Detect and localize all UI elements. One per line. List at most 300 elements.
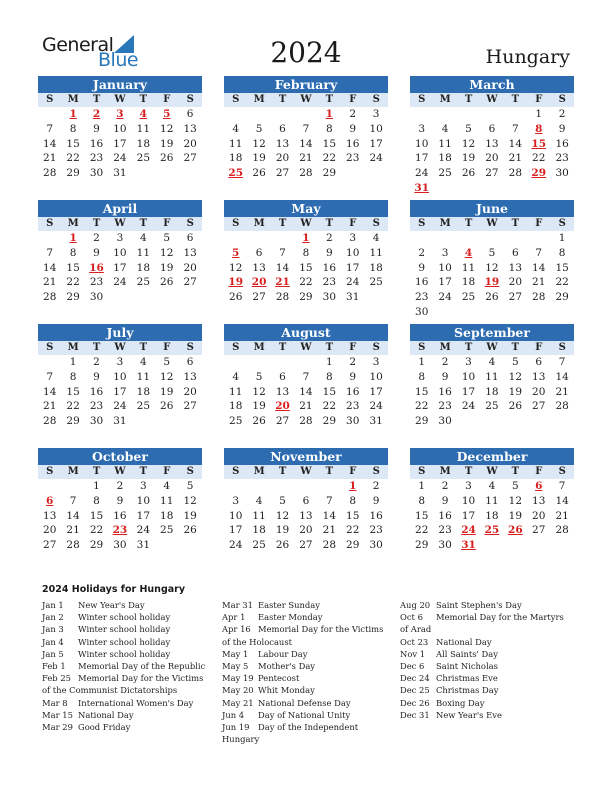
day-cell: 19	[508, 385, 523, 398]
empty-cell	[480, 231, 503, 246]
day-cell: 12	[508, 494, 523, 507]
holiday-entry	[222, 721, 394, 745]
holiday-day-cell: 4	[464, 246, 473, 259]
holiday-day-cell: 31	[414, 181, 430, 194]
day-cell: 15	[555, 261, 569, 274]
day-cell: 15	[322, 385, 337, 398]
day-cell: 11	[160, 494, 174, 507]
day-cell: 8	[349, 494, 357, 507]
day-cell: 30	[438, 539, 452, 552]
day-cell: 3	[372, 356, 380, 368]
holiday-date: Dec 26	[400, 697, 430, 708]
day-cell: 6	[488, 122, 496, 135]
weekday-row	[38, 341, 202, 355]
day-cell: 16	[438, 385, 452, 398]
day-cell: 4	[372, 232, 380, 244]
day-grid	[38, 479, 202, 553]
day-cell: 13	[532, 494, 546, 507]
holiday-day-cell: 1	[325, 108, 333, 120]
day-cell: 13	[508, 261, 523, 274]
day-grid	[38, 231, 202, 305]
day-cell: 31	[136, 539, 151, 552]
logo-text-general: General	[42, 34, 114, 56]
month-july	[38, 324, 202, 429]
day-cell: 14	[555, 494, 569, 507]
day-cell: 31	[113, 167, 127, 180]
day-cell: 7	[279, 246, 286, 259]
day-cell: 25	[136, 276, 151, 289]
holiday-name: Easter Sunday	[258, 600, 321, 610]
day-cell: 9	[349, 370, 357, 383]
holiday-day-cell: 25	[484, 524, 500, 537]
day-cell: 8	[69, 122, 77, 135]
weekday-label: M	[253, 342, 265, 353]
holiday-name: Memorial Day of the Republic	[78, 661, 206, 672]
holiday-day-cell: 19	[484, 276, 500, 289]
weekday-label: T	[92, 94, 101, 105]
day-cell: 10	[369, 122, 383, 135]
holiday-entry	[42, 636, 214, 648]
day-cell: 25	[160, 524, 174, 537]
weekday-label: S	[418, 342, 426, 353]
day-cell: 3	[465, 480, 472, 492]
day-cell: 27	[183, 152, 197, 165]
empty-cell	[247, 231, 270, 246]
day-cell: 23	[322, 276, 337, 289]
day-cell: 1	[558, 232, 566, 244]
holiday-name: Christmas Day	[436, 685, 499, 696]
holiday-date: Mar 8	[42, 697, 68, 708]
holiday-column	[42, 599, 214, 733]
weekday-row	[38, 217, 202, 231]
holiday-day-cell: 31	[461, 539, 476, 552]
month-august	[224, 324, 388, 429]
weekday-label: W	[300, 218, 312, 229]
day-cell: 22	[555, 276, 569, 289]
day-cell: 10	[136, 494, 151, 507]
logo-text-blue: Blue	[98, 49, 139, 71]
holiday-name: Winter school holiday	[78, 648, 171, 659]
day-cell: 14	[43, 261, 57, 274]
day-cell: 5	[163, 232, 171, 244]
day-cell: 28	[555, 524, 569, 537]
holiday-name: International Women's Day	[78, 697, 194, 708]
day-cell: 18	[136, 385, 151, 398]
day-cell: 6	[535, 356, 543, 368]
weekday-row	[410, 217, 574, 231]
day-grid	[224, 479, 388, 553]
weekday-label: S	[372, 342, 380, 353]
holiday-name: Boxing Day	[436, 697, 485, 708]
day-cell: 9	[349, 122, 357, 135]
holiday-date: Jun 4	[222, 709, 245, 720]
weekday-label: T	[139, 466, 148, 477]
weekday-label: T	[139, 94, 148, 105]
day-cell: 6	[255, 246, 263, 259]
holiday-date: Jan 4	[42, 636, 64, 647]
day-cell: 26	[252, 167, 266, 180]
day-cell: 4	[232, 122, 240, 135]
holiday-day-cell: 5	[232, 246, 240, 259]
day-cell: 10	[113, 246, 127, 259]
day-cell: 27	[299, 539, 313, 552]
day-cell: 20	[532, 509, 546, 522]
empty-cell	[271, 107, 294, 122]
weekday-label: T	[139, 342, 148, 353]
day-cell: 10	[346, 246, 360, 259]
day-cell: 12	[252, 137, 266, 150]
day-cell: 4	[139, 232, 147, 244]
empty-cell	[410, 231, 433, 246]
day-cell: 23	[438, 400, 452, 413]
weekday-label: F	[349, 94, 357, 105]
weekday-label: S	[372, 94, 380, 105]
day-cell: 2	[418, 246, 426, 259]
holiday-name: National Day	[78, 709, 134, 720]
weekday-label: S	[418, 218, 426, 229]
day-cell: 28	[508, 167, 523, 180]
day-cell: 30	[89, 415, 104, 428]
day-cell: 1	[418, 480, 426, 492]
day-cell: 7	[46, 246, 54, 259]
day-cell: 5	[511, 480, 519, 492]
weekday-label: F	[349, 466, 357, 477]
day-cell: 28	[532, 291, 546, 304]
holiday-entry	[400, 599, 572, 611]
day-cell: 27	[275, 415, 290, 428]
day-cell: 5	[186, 480, 194, 492]
weekday-label: W	[114, 218, 126, 229]
holiday-day-cell: 16	[89, 261, 104, 274]
day-grid	[224, 107, 388, 181]
month-december	[410, 448, 574, 553]
weekday-label: M	[253, 218, 265, 229]
month-header: December	[410, 448, 574, 465]
holiday-date: May 19	[222, 673, 254, 684]
day-cell: 22	[346, 524, 360, 537]
day-cell: 24	[438, 291, 452, 304]
day-cell: 22	[66, 400, 80, 413]
day-cell: 17	[113, 385, 127, 398]
day-cell: 10	[461, 370, 476, 383]
day-cell: 26	[252, 415, 266, 428]
day-cell: 14	[43, 385, 57, 398]
day-cell: 22	[532, 152, 546, 165]
day-cell: 25	[485, 400, 499, 413]
day-cell: 20	[299, 524, 313, 537]
day-grid	[224, 355, 388, 429]
weekday-label: S	[46, 218, 54, 229]
day-cell: 16	[113, 509, 127, 522]
weekday-label: T	[464, 466, 473, 477]
day-cell: 2	[372, 480, 380, 492]
day-cell: 21	[555, 509, 569, 522]
day-cell: 24	[113, 400, 127, 413]
day-cell: 16	[438, 509, 452, 522]
day-cell: 9	[418, 261, 426, 274]
holiday-date: Apr 16	[222, 624, 251, 635]
day-cell: 4	[441, 122, 449, 135]
day-cell: 21	[508, 152, 523, 165]
day-cell: 7	[46, 122, 54, 135]
day-cell: 29	[346, 539, 360, 552]
day-cell: 8	[93, 494, 100, 507]
holiday-entry	[222, 660, 394, 672]
day-cell: 12	[160, 246, 174, 259]
day-cell: 17	[461, 509, 476, 522]
day-cell: 17	[229, 524, 243, 537]
day-cell: 11	[485, 494, 499, 507]
day-cell: 14	[322, 509, 337, 522]
day-cell: 17	[369, 385, 383, 398]
holiday-date: Mar 31	[222, 600, 253, 610]
weekday-label: T	[464, 94, 473, 105]
month-header: February	[224, 76, 388, 93]
day-cell: 26	[275, 539, 290, 552]
day-cell: 4	[232, 370, 240, 383]
weekday-label: F	[163, 466, 171, 477]
holiday-name: Easter Monday	[258, 612, 323, 623]
weekday-label: T	[511, 94, 520, 105]
day-cell: 23	[89, 276, 104, 289]
day-cell: 27	[43, 539, 57, 552]
day-cell: 11	[369, 246, 383, 259]
holiday-name: National Day	[436, 636, 492, 647]
holiday-name: Good Friday	[78, 722, 131, 733]
weekday-label: T	[278, 466, 287, 477]
day-cell: 2	[93, 232, 100, 244]
holiday-day-cell: 26	[508, 524, 523, 537]
day-cell: 17	[136, 509, 151, 522]
day-cell: 4	[488, 480, 496, 492]
holiday-name: All Saints' Day	[436, 648, 498, 659]
day-cell: 1	[535, 108, 543, 120]
weekday-label: T	[325, 342, 334, 353]
holiday-entry	[42, 648, 214, 660]
month-march	[410, 76, 574, 196]
weekday-label: W	[486, 94, 498, 105]
day-cell: 12	[461, 137, 476, 150]
holiday-entry	[42, 660, 214, 672]
empty-cell	[224, 355, 247, 370]
weekday-label: S	[558, 466, 566, 477]
day-cell: 11	[229, 385, 243, 398]
holiday-entry	[42, 697, 214, 709]
day-cell: 16	[555, 137, 569, 150]
day-cell: 19	[183, 509, 197, 522]
day-cell: 24	[229, 539, 243, 552]
day-cell: 14	[43, 137, 57, 150]
empty-cell	[504, 107, 527, 122]
day-cell: 18	[136, 261, 151, 274]
day-cell: 31	[113, 415, 127, 428]
day-cell: 2	[441, 480, 449, 492]
day-cell: 23	[369, 524, 383, 537]
day-cell: 29	[299, 291, 313, 304]
day-cell: 13	[275, 385, 290, 398]
day-cell: 7	[558, 356, 566, 368]
holiday-day-cell: 3	[116, 108, 124, 120]
weekday-label: T	[511, 466, 520, 477]
holiday-date: Mar 29	[42, 722, 73, 733]
day-cell: 30	[113, 539, 127, 552]
holiday-day-cell: 2	[92, 108, 101, 120]
weekday-label: M	[67, 466, 79, 477]
day-cell: 5	[255, 122, 263, 135]
day-cell: 7	[325, 494, 333, 507]
month-september	[410, 324, 574, 429]
day-cell: 29	[555, 291, 569, 304]
day-cell: 7	[535, 246, 543, 259]
day-cell: 24	[461, 400, 476, 413]
day-cell: 13	[183, 246, 197, 259]
empty-cell	[527, 231, 550, 246]
weekday-label: F	[163, 218, 171, 229]
weekday-row	[224, 465, 388, 479]
day-cell: 29	[322, 167, 337, 180]
day-cell: 29	[66, 167, 80, 180]
day-cell: 26	[229, 291, 243, 304]
day-cell: 17	[415, 152, 429, 165]
day-cell: 12	[229, 261, 243, 274]
holiday-name: Whit Monday	[258, 685, 315, 696]
day-cell: 11	[438, 137, 452, 150]
holiday-day-cell: 6	[535, 480, 543, 492]
day-cell: 26	[160, 152, 174, 165]
weekday-label: T	[278, 342, 287, 353]
day-cell: 25	[461, 291, 476, 304]
holiday-column	[222, 599, 394, 745]
day-cell: 3	[139, 480, 147, 492]
day-cell: 4	[139, 356, 147, 368]
day-cell: 9	[93, 122, 100, 135]
empty-cell	[457, 107, 480, 122]
day-cell: 13	[183, 370, 197, 383]
day-cell: 29	[66, 415, 80, 428]
weekday-label: F	[163, 94, 171, 105]
weekday-label: T	[325, 466, 334, 477]
holiday-date: Jan 2	[42, 612, 64, 623]
day-cell: 29	[66, 291, 80, 304]
holiday-day-cell: 8	[535, 122, 543, 135]
day-cell: 9	[93, 246, 100, 259]
day-cell: 22	[66, 276, 80, 289]
day-cell: 16	[415, 276, 429, 289]
day-cell: 14	[555, 370, 569, 383]
weekday-label: T	[278, 218, 287, 229]
day-cell: 7	[558, 480, 566, 492]
weekday-label: F	[535, 342, 543, 353]
day-cell: 2	[558, 108, 566, 120]
weekday-label: W	[114, 342, 126, 353]
day-cell: 26	[160, 276, 174, 289]
day-cell: 11	[136, 122, 151, 135]
holiday-day-cell: 1	[69, 108, 77, 120]
day-cell: 19	[252, 400, 266, 413]
empty-cell	[457, 231, 480, 246]
day-cell: 17	[438, 276, 452, 289]
holiday-entry	[400, 660, 572, 672]
day-cell: 30	[89, 167, 104, 180]
day-cell: 19	[508, 509, 523, 522]
day-grid	[410, 479, 574, 553]
day-cell: 21	[43, 400, 57, 413]
day-cell: 2	[349, 108, 357, 120]
day-cell: 28	[66, 539, 80, 552]
month-june	[410, 200, 574, 320]
holiday-entry	[42, 672, 214, 696]
holiday-name: Winter school holiday	[78, 636, 171, 647]
weekday-row	[410, 93, 574, 107]
holiday-entry	[222, 648, 394, 660]
weekday-label: M	[439, 466, 451, 477]
day-cell: 7	[302, 370, 310, 383]
day-cell: 24	[369, 152, 383, 165]
day-cell: 23	[415, 291, 429, 304]
holiday-date: Dec 24	[400, 673, 430, 684]
day-cell: 3	[116, 356, 124, 368]
day-cell: 30	[369, 539, 383, 552]
day-cell: 19	[252, 152, 266, 165]
weekday-label: T	[92, 342, 101, 353]
day-cell: 4	[488, 356, 496, 368]
weekday-label: W	[114, 466, 126, 477]
month-header: March	[410, 76, 574, 93]
day-cell: 1	[93, 480, 100, 492]
day-cell: 8	[325, 122, 333, 135]
day-cell: 9	[441, 494, 449, 507]
day-cell: 23	[89, 152, 104, 165]
day-cell: 25	[252, 539, 266, 552]
day-cell: 11	[229, 137, 243, 150]
holiday-day-cell: 15	[531, 137, 547, 150]
day-cell: 25	[136, 152, 151, 165]
day-cell: 8	[302, 246, 310, 259]
holiday-date: Nov 1	[400, 648, 426, 659]
holiday-name: Memorial Day for the Victims of the Communist Dictatorships	[42, 673, 204, 696]
day-cell: 7	[69, 494, 77, 507]
holiday-entry	[400, 611, 572, 635]
day-cell: 18	[438, 152, 452, 165]
day-cell: 16	[346, 137, 360, 150]
day-cell: 8	[69, 370, 77, 383]
weekday-label: S	[232, 218, 240, 229]
day-cell: 21	[532, 276, 546, 289]
month-may	[224, 200, 388, 305]
empty-cell	[38, 355, 61, 370]
day-cell: 5	[488, 246, 496, 259]
day-cell: 14	[299, 137, 313, 150]
day-cell: 12	[275, 509, 290, 522]
day-cell: 13	[299, 509, 313, 522]
holiday-date: Jan 1	[42, 600, 64, 610]
empty-cell	[433, 107, 456, 122]
day-cell: 3	[441, 246, 449, 259]
day-cell: 15	[89, 509, 104, 522]
weekday-label: M	[67, 342, 79, 353]
day-cell: 21	[555, 385, 569, 398]
day-cell: 18	[229, 400, 243, 413]
holiday-name: Labour Day	[258, 648, 308, 659]
month-january	[38, 76, 202, 181]
day-cell: 2	[93, 356, 100, 368]
month-february	[224, 76, 388, 181]
day-cell: 23	[438, 524, 452, 537]
holiday-day-cell: 20	[251, 276, 267, 289]
holiday-day-cell: 1	[302, 232, 310, 244]
day-cell: 15	[66, 137, 80, 150]
day-cell: 24	[136, 524, 151, 537]
